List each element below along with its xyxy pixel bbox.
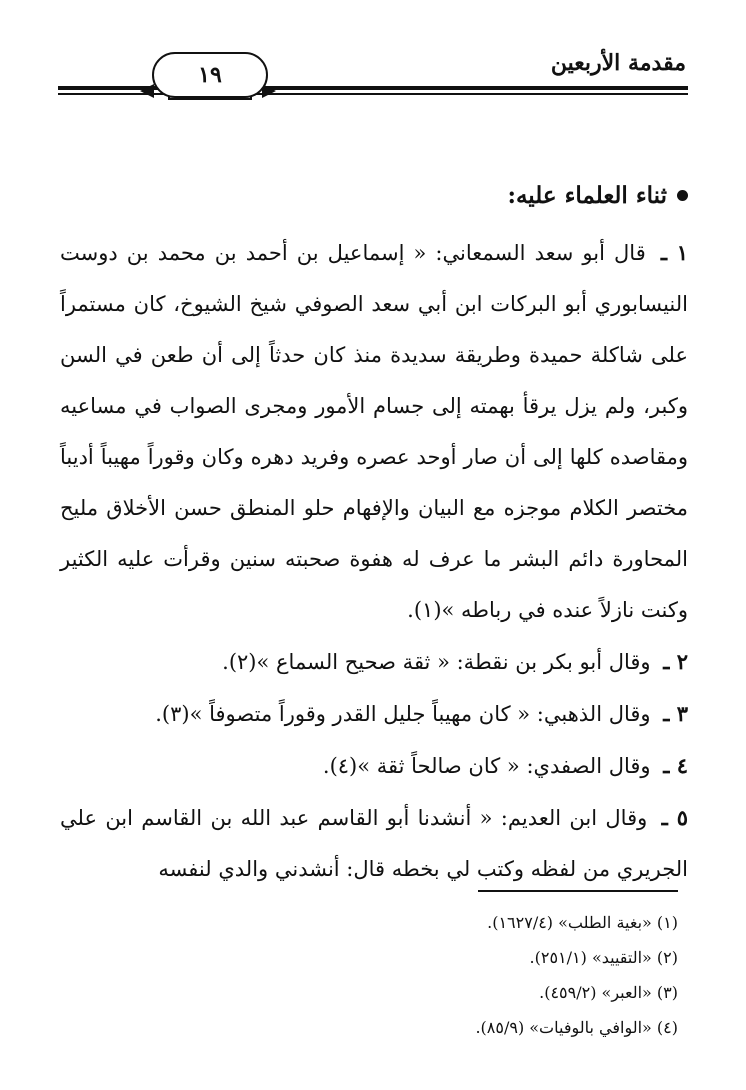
footnote-separator — [478, 890, 678, 892]
paragraph-2 — [60, 636, 688, 688]
paragraph-text: قال أبو سعد السمعاني: « إسماعيل بن أحمد بن محمد بن دوست النيسابوري أبو البركات ابن أبي سعد الصوفي شيخ الشيوخ، كان مستمراً على شاكلة حميدة وطريقة سديدة منذ كان حدثاً إلى أن طعن في السن وكبر، ولم يزل يرقأ بهمته إلى جسام الأمور ومجرى الصواب في مساعيه ومقاصده كلها إلى أن صار أوحد عصره وفريد دهره وكان وقوراً مهيباً أديباً مختصر الكلام موجزه مع البيان والإفهام حلو المنطق حسن الأخلاق مليح المحاورة دائم البشر ما عرف له هفوة صحبته سنين وقرأت عليه الكثير وكنت نازلاً عنده في رباطه »(١). — [60, 241, 688, 622]
main-text — [60, 170, 688, 895]
paragraph-number: ٥ ـ — [661, 805, 688, 830]
footnote-1: (١) «بغية الطلب» (١٦٢٧/٤). — [487, 913, 678, 932]
paragraph-number: ٢ ـ — [663, 649, 688, 674]
paragraph-4 — [60, 740, 688, 792]
bullet-icon — [677, 190, 688, 201]
section-heading — [60, 170, 688, 221]
paragraph-text: وقال الصفدي: « كان صالحاً ثقة »(٤). — [322, 754, 651, 778]
section-heading-text: ثناء العلماء عليه: — [507, 182, 667, 209]
paragraph-3 — [60, 688, 688, 740]
paragraph-text: وقال أبو بكر بن نقطة: « ثقة صحيح السماع »(٢). — [222, 650, 651, 674]
footnote-2: (٢) «التقييد» (٢٥١/١). — [529, 948, 678, 967]
paragraph-text: وقال ابن العديم: « أنشدنا أبو القاسم عبد الله بن القاسم ابن علي الجريري من لفظه وكتب لي بخطه قال: أنشدني والدي لنفسه — [60, 806, 688, 881]
paragraph-text: وقال الذهبي: « كان مهيباً جليل القدر وقوراً متصوفاً »(٣). — [155, 702, 651, 726]
paragraph-1 — [60, 227, 688, 636]
running-header-title: مقدمة الأربعين — [550, 50, 686, 76]
paragraph-number: ٤ ـ — [663, 753, 688, 778]
footnote-4: (٤) «الوافي بالوفيات» (٨٥/٩). — [475, 1018, 678, 1037]
paragraph-number: ١ ـ — [660, 240, 688, 265]
footnote-3: (٣) «العبر» (٤٥٩/٢). — [539, 983, 678, 1002]
paragraph-number: ٣ ـ — [663, 701, 688, 726]
ornament-left-icon — [140, 84, 154, 98]
page-number-badge — [152, 52, 268, 98]
footnotes — [278, 905, 678, 1045]
paragraph-5 — [60, 792, 688, 895]
page-number: ١٩ — [198, 62, 222, 88]
